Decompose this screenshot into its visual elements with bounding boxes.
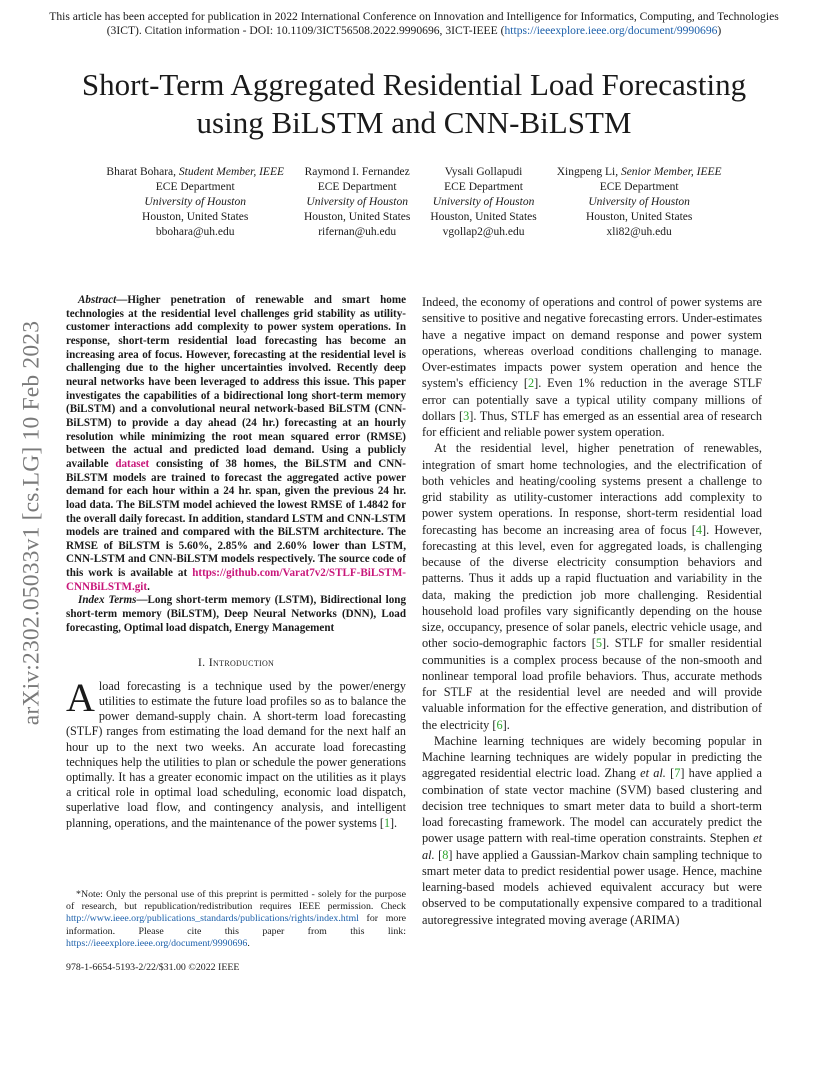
- publication-notice: [46, 10, 782, 39]
- author-univ: University of Houston: [306, 196, 408, 208]
- footnote-text: *Note: Only the personal use of this preprint is permitted - solely for the purpose of research, but republication/redistribution requires IEEE permission. Check: [66, 889, 406, 913]
- author-dept: ECE Department: [444, 181, 523, 193]
- abstract-label: Abstract: [78, 294, 117, 306]
- intro-paragraph: [66, 674, 406, 831]
- source-code-link[interactable]: https://github.com/Varat7v2/STLF-BiLSTM-CNNBiLSTM.git: [66, 567, 406, 593]
- dataset-link[interactable]: dataset: [115, 457, 150, 470]
- para-text: ] have applied a combination of state vector machine (SVM) based clustering and decision tree techniques to smart meter data to build a short-term load forecasting framework. The model can accurately predict the power usage pattern with real-time operation constraints. Stephen: [422, 766, 762, 846]
- right-column: [422, 294, 762, 928]
- author-name: Bharat Bohara,: [106, 166, 177, 178]
- paragraph-3: [422, 733, 762, 928]
- author-1: [96, 165, 294, 240]
- para-text: Machine learning techniques are widely becoming popular in Machine learning techniques are widely popular in predicting the aggregated residential electric load. Zhang: [422, 733, 762, 781]
- author-name: Raymond I. Fernandez: [304, 166, 410, 178]
- footnote: [66, 889, 406, 950]
- author-2: [294, 165, 420, 240]
- section-heading-introduction: I. Introduction: [197, 655, 275, 670]
- footnote-end: .: [247, 937, 250, 949]
- author-4: [547, 165, 732, 240]
- author-name: Vysali Gollapudi: [444, 166, 523, 178]
- abstract-text-2: consisting of 38 homes, the BiLSTM and CNN-BiLSTM models are trained to forecast the aggregated active power demand for each hour within a 24 hr. span, given the previous 24 hr. load data. The BiLSTM model achieved the lowest RMSE of 1.4842 for the overall daily forecast. In addition, standard LSTM and CNN-LSTM models are trained and compared with the BiLSTM architecture. The RMSE of BiLSTM is 5.60%, 2.85% and 2.60% lower than LSTM, CNN-LSTM and CNN-BiLSTM models respectively. The source code of this work is available at: [66, 457, 407, 580]
- paper-title: Short-Term Aggregated Residential Load Forecasting using BiLSTM and CNN-BiLSTM: [81, 67, 747, 140]
- ieee-paper-link[interactable]: https://ieeexplore.ieee.org/document/9990696: [66, 937, 248, 949]
- citation-link[interactable]: 5: [595, 636, 602, 651]
- abstract-text: —Higher penetration of renewable and smart home technologies at the residential level challenges grid stability as utility-customer interactions add complexity to power system operations. In response, short-term residential load forecasting has become an increasing area of focus. However, forecasting at the residential level is challenging due to the higher uncertainties involved. Recently deep neural networks have been leveraged to address this issue. This paper investigates the capabilities of a bidirectional long short-term memory (BiLSTM) and a convolutional neural network-based BiLSTM (CNN-BiLSTM) to provide a day ahead (24 hr.) forecasting at an hourly resolution while minimizing the root mean squared error (RMSE) between the actual and predicted load demand. Using a publicly available: [66, 294, 406, 470]
- arxiv-id: arXiv:2302.05033v1 [cs.LG] 10 Feb 2023: [18, 320, 45, 726]
- copyright-line: 978-1-6654-5193-2/22/$31.00 ©2022 IEEE: [66, 962, 240, 973]
- author-univ: University of Houston: [588, 196, 690, 208]
- left-column: [66, 294, 406, 831]
- author-email: bbohara@uh.edu: [155, 226, 235, 238]
- abstract-end: .: [147, 580, 150, 593]
- citation-link[interactable]: 7: [674, 766, 681, 781]
- paragraph-2: [422, 440, 762, 733]
- author-block: [60, 165, 768, 240]
- citation-link[interactable]: 8: [442, 847, 449, 862]
- footnote-text-2: for more information. Please cite this paper from this link:: [66, 913, 406, 937]
- para-text: ]. Thus, STLF has emerged as an essential area of research for efficient and reliable power system operation.: [422, 408, 762, 439]
- author-univ: University of Houston: [432, 196, 535, 208]
- notice-text: This article has been accepted for publication in 2022 International Conference on Innovation and Intelligence for Informatics, Computing, and Technologies (3ICT). Citation information - DOI: 10.1109/3ICT56508.2022.9990696, 3ICT-IEEE (: [49, 10, 779, 38]
- author-name: Xingpeng Li,: [556, 166, 619, 178]
- author-email: rifernan@uh.edu: [318, 226, 397, 238]
- author-loc: Houston, United States: [585, 211, 693, 223]
- para-text: ]. Even 1% reduction in the average STLF error can potentially save a typical utility company millions of dollars [: [422, 376, 762, 423]
- author-dept: ECE Department: [599, 181, 679, 193]
- index-terms: [66, 594, 406, 635]
- citation-link[interactable]: 6: [496, 717, 503, 732]
- para-text: Indeed, the economy of operations and control of power systems are sensitive to positive and negative forecasting errors. Under-estimates have a negative impact on demand response and power system operations, whereas overload conditions challenging to manage. Over-estimates impacts power system operation and hence the system's efficiency [: [422, 295, 762, 391]
- citation-link[interactable]: 1: [383, 815, 391, 830]
- author-role: Student Member, IEEE: [176, 166, 284, 178]
- author-3: [420, 165, 546, 240]
- ieee-doc-link[interactable]: https://ieeexplore.ieee.org/document/9990696: [504, 24, 718, 38]
- author-loc: Houston, United States: [304, 211, 411, 223]
- author-email: xli82@uh.edu: [606, 226, 672, 238]
- para-text: [: [434, 847, 443, 862]
- et-al: et al.: [422, 831, 762, 862]
- author-role: Senior Member, IEEE: [618, 166, 722, 178]
- paragraph-1: [422, 294, 762, 440]
- para-text: ] have applied a Gaussian-Markov chain sampling technique to smart meter data to predict residential power usage. Hence, machine learning-based models achieved equivalent accuracy but were observed to be computationally expensive compared to a traditional autoregressive integrated moving average (ARIMA): [422, 847, 763, 927]
- author-univ: University of Houston: [144, 196, 246, 208]
- notice-text-end: ): [717, 24, 722, 38]
- index-terms-label: Index Terms: [78, 594, 137, 607]
- index-terms-text: —Long short-term memory (LSTM), Bidirectional long short-term memory (BiLSTM), Deep Neural Networks (DNN), Load forecasting, Optimal load dispatch, Energy Management: [66, 594, 406, 634]
- para-text: [: [665, 766, 675, 781]
- dropcap: A: [66, 674, 95, 720]
- para-text: ]. STLF for smaller residential communities is a complex process because of the non-smooth and nonlinear temporal load profile behaviors. Thus, accurate methods for STLF at the residential level are needed and will provide valuable information for the effective generation, and distribution of the electricity [: [422, 636, 762, 732]
- ieee-rights-link[interactable]: http://www.ieee.org/publications_standards/publications/rights/index.html: [66, 913, 359, 925]
- citation-link[interactable]: 4: [695, 522, 703, 537]
- author-loc: Houston, United States: [430, 211, 537, 223]
- author-dept: ECE Department: [317, 181, 397, 193]
- arxiv-stamp: [14, 288, 50, 758]
- citation-link[interactable]: 3: [463, 408, 470, 423]
- et-al: et al.: [640, 766, 666, 781]
- author-dept: ECE Department: [155, 181, 235, 193]
- abstract: [66, 294, 406, 594]
- intro-end: ].: [390, 815, 398, 830]
- citation-link[interactable]: 2: [527, 376, 535, 391]
- intro-text: load forecasting is a technique used by the power/energy utilities to estimate the future load profiles so as to balance the power demand-supply chain. A short-term load forecasting (STLF) ranges from estimating the load demand for the next half an hour up to the next two weeks. An accurate load forecasting techniques help the utilities to plan or schedule the power generations optimally. It has a greater economic impact on the utilities as it plays a critical role in optimal load scheduling, economic load dispatch, superlative load flow, and contingency analysis, and intelligent planning, operations, and the maintenance of the power systems [: [66, 678, 406, 830]
- para-text: ]. However, forecasting at this level, even for aggregated loads, is challenging because of the diverse electricity consumption behaviors and patterns. Thus it adds up a rapid fluctuation and variability in the data, making the prediction job more challenging. Residential household load profiles vary significantly depending on the house size, occupancy, presence of solar panels, electric vehicle usage, and other socio-demographic factors [: [422, 522, 762, 651]
- author-email: vgollap2@uh.edu: [442, 226, 525, 238]
- para-text: At the residential level, higher penetration of renewables, integration of smart home technologies, and the electrification of both vehicles and heating/cooling systems present a challenge to grid stability as utility-customer interactions add complexity to power system operations. In response, short-term residential load forecasting has become an increasing area of focus [: [422, 441, 762, 537]
- author-loc: Houston, United States: [142, 211, 249, 223]
- para-text: ].: [502, 717, 510, 732]
